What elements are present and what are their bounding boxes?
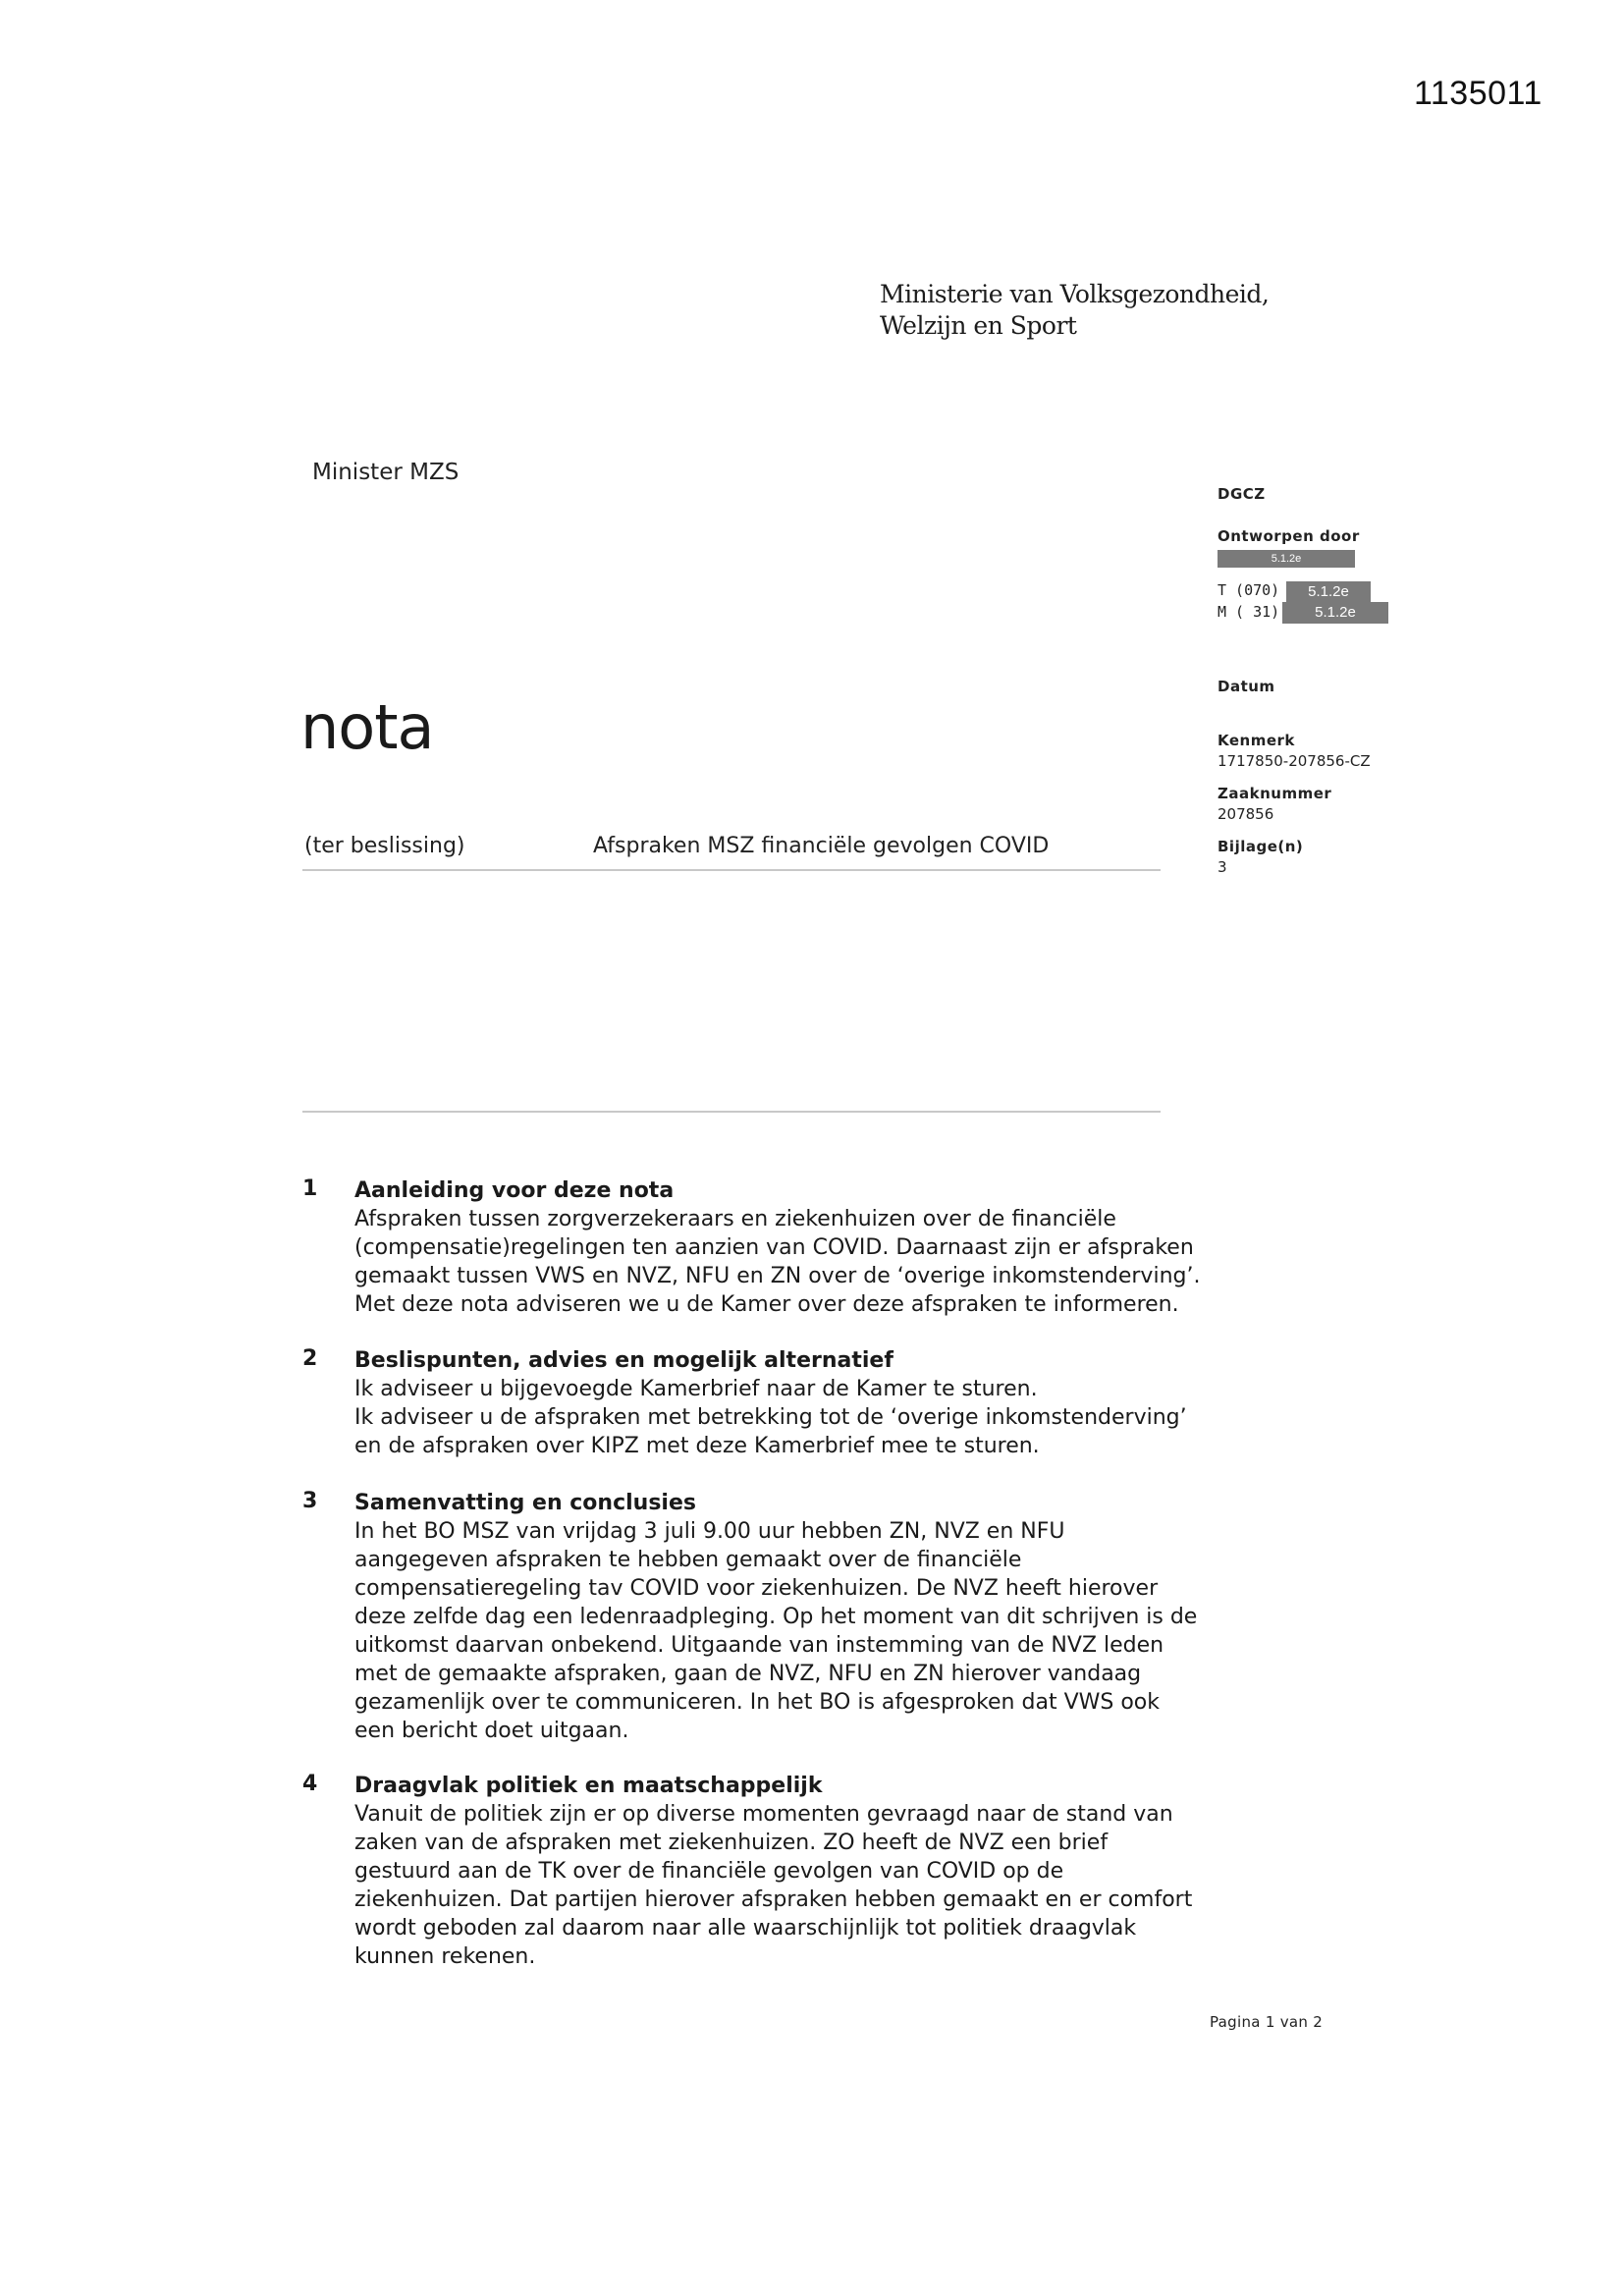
section-text: Ik adviseer u bijgevoegde Kamerbrief naar de Kamer te sturen. Ik adviseer u de afspraken met betrekking tot de ‘overige inkomstenderving’ en de afspraken over KIPZ met deze Kamerbrief mee te sturen. bbox=[354, 1377, 1187, 1458]
section-number: 2 bbox=[302, 1346, 318, 1371]
section-heading: Aanleiding voor deze nota bbox=[354, 1178, 675, 1203]
document-title: nota bbox=[300, 691, 434, 763]
ministry-line-2: Welzijn en Sport bbox=[880, 311, 1077, 340]
section-text: In het BO MSZ van vrijdag 3 juli 9.00 uur hebben ZN, NVZ en NFU aangegeven afspraken te hebben gemaakt over de financiële compensatieregeling tav COVID voor ziekenhuizen. De NVZ heeft hierover deze zelfde dag een ledenraadpleging. Op het moment van dit schrijven is de uitkomst daarvan onbekend. Uitgaande van instemming van de NVZ leden met de gemaakte afspraken, gaan de NVZ, NFU en ZN hierover vandaag gezamenlijk over te communiceren. In het BO is afgesproken dat VWS ook een bericht doet uitgaan. bbox=[354, 1519, 1198, 1743]
divider-bottom bbox=[302, 1111, 1161, 1113]
document-number: 1135011 bbox=[1414, 75, 1543, 112]
department-label: DGCZ bbox=[1218, 485, 1266, 503]
section-number: 3 bbox=[302, 1489, 318, 1513]
addressee: Minister MZS bbox=[312, 460, 460, 485]
document-subject: Afspraken MSZ financiële gevolgen COVID bbox=[593, 834, 1050, 858]
phone-t-prefix: T (070) bbox=[1218, 581, 1280, 599]
section-heading: Draagvlak politiek en maatschappelijk bbox=[354, 1774, 823, 1798]
redaction-block-phone-m: 5.1.2e bbox=[1282, 602, 1388, 624]
redaction-block-phone-t: 5.1.2e bbox=[1286, 581, 1371, 603]
document-type: (ter beslissing) bbox=[304, 834, 465, 858]
divider-top bbox=[302, 869, 1161, 871]
page-footer: Pagina 1 van 2 bbox=[1210, 2013, 1324, 2031]
section-heading: Samenvatting en conclusies bbox=[354, 1491, 696, 1515]
section-number: 1 bbox=[302, 1176, 318, 1201]
ministry-logo-text bbox=[880, 279, 1269, 342]
case-number-value: 207856 bbox=[1218, 805, 1274, 823]
section-number: 4 bbox=[302, 1772, 318, 1796]
attachments-value: 3 bbox=[1218, 858, 1227, 876]
ministry-line-1: Ministerie van Volksgezondheid, bbox=[880, 280, 1270, 308]
designed-by-label: Ontworpen door bbox=[1218, 527, 1360, 545]
section-text: Vanuit de politiek zijn er op diverse momenten gevraagd naar de stand van zaken van de afspraken met ziekenhuizen. ZO heeft de NVZ een brief gestuurd aan de TK over de financiële gevolgen van COVID op de ziekenhuizen. Dat partijen hierover afspraken hebben gemaakt en er comfort wordt geboden zal daarom naar alle waarschijnlijk tot politiek draagvlak kunnen rekenen. bbox=[354, 1802, 1193, 1969]
section-heading: Beslispunten, advies en mogelijk alternatief bbox=[354, 1348, 893, 1373]
redaction-block-name: 5.1.2e bbox=[1218, 550, 1355, 568]
section-text: Afspraken tussen zorgverzekeraars en ziekenhuizen over de financiële (compensatie)regelingen ten aanzien van COVID. Daarnaast zijn er afspraken gemaakt tussen VWS en NVZ, NFU en ZN over de ‘overige inkomstenderving’. Met deze nota adviseren we u de Kamer over deze afspraken te informeren. bbox=[354, 1207, 1201, 1317]
reference-value: 1717850-207856-CZ bbox=[1218, 752, 1371, 770]
case-number-label: Zaaknummer bbox=[1218, 785, 1332, 802]
attachments-label: Bijlage(n) bbox=[1218, 838, 1304, 855]
reference-label: Kenmerk bbox=[1218, 732, 1295, 749]
phone-m-prefix: M ( 31) bbox=[1218, 603, 1280, 621]
date-label: Datum bbox=[1218, 678, 1275, 695]
